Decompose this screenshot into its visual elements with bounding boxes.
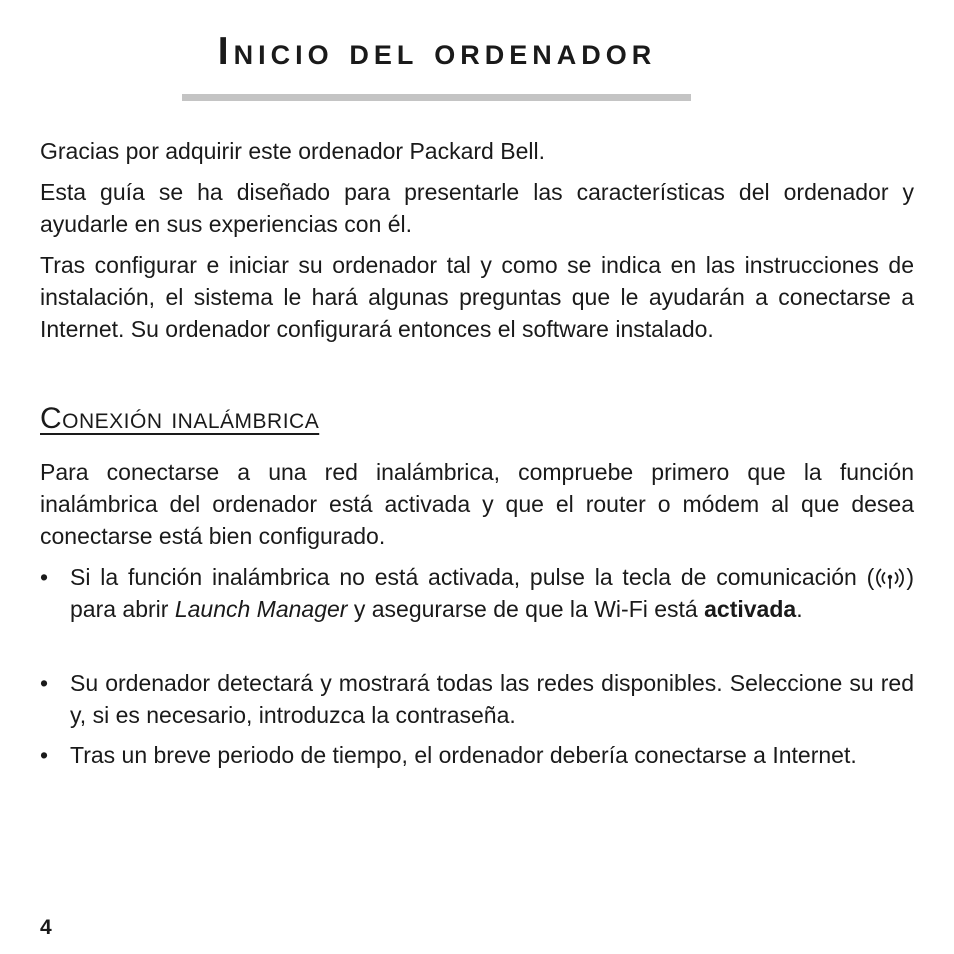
- launch-manager-name: Launch Manager: [174, 596, 348, 622]
- bullet-list-2: [40, 667, 914, 731]
- wireless-paragraph: Para conectarse a una red inalámbrica, compruebe primero que la función inalámbrica del ordenador está activada y que el router o módem al que desea conectarse está bien configurado.: [40, 459, 914, 549]
- page-title: Inicio del ordenador: [217, 30, 657, 73]
- bullet-dot: •: [40, 742, 49, 768]
- bullet-text: [70, 561, 914, 625]
- section-heading-wireless: Conexión inalámbrica: [40, 402, 320, 435]
- intro-paragraph-2: Esta guía se ha diseñado para presentarle las características del ordenador y ayudarle en sus experiencias con él.: [40, 179, 914, 237]
- intro-paragraph-1: Gracias por adquirir este ordenador Packard Bell.: [40, 138, 545, 164]
- bullet-text-start: Si la función inalámbrica no está activada, pulse la tecla de comunicación (: [70, 564, 875, 590]
- bullet-text-after-icon: ) para abrir: [70, 564, 914, 622]
- wireless-icon: [874, 567, 906, 589]
- list-item: [40, 739, 914, 771]
- title-underline-rule: [182, 94, 691, 101]
- intro-paragraph-3: Tras configurar e iniciar su ordenador tal y como se indica en las instrucciones de instalación, el sistema le hará algunas preguntas que le ayudarán a conectarse a Internet. Su ordenador configurará entonces el software instalado.: [40, 252, 914, 342]
- bullet-list-3: [40, 739, 914, 771]
- bullet-text: Tras un breve periodo de tiempo, el ordenador debería conectarse a Internet.: [70, 742, 857, 768]
- bullet-text-middle: y asegurarse de que la Wi-Fi está: [347, 596, 705, 622]
- list-item: [40, 667, 914, 731]
- bullet-list-1: [40, 561, 914, 625]
- page-number: 4: [40, 916, 52, 939]
- list-item: [40, 561, 914, 625]
- activated-word: activada: [704, 596, 797, 622]
- bullet-dot: •: [40, 670, 49, 696]
- bullet-text: Su ordenador detectará y mostrará todas las redes disponibles. Seleccione su red y, si es necesario, introduzca la contraseña.: [70, 670, 914, 728]
- bullet-text-end: .: [796, 596, 803, 622]
- bullet-dot: •: [40, 564, 49, 590]
